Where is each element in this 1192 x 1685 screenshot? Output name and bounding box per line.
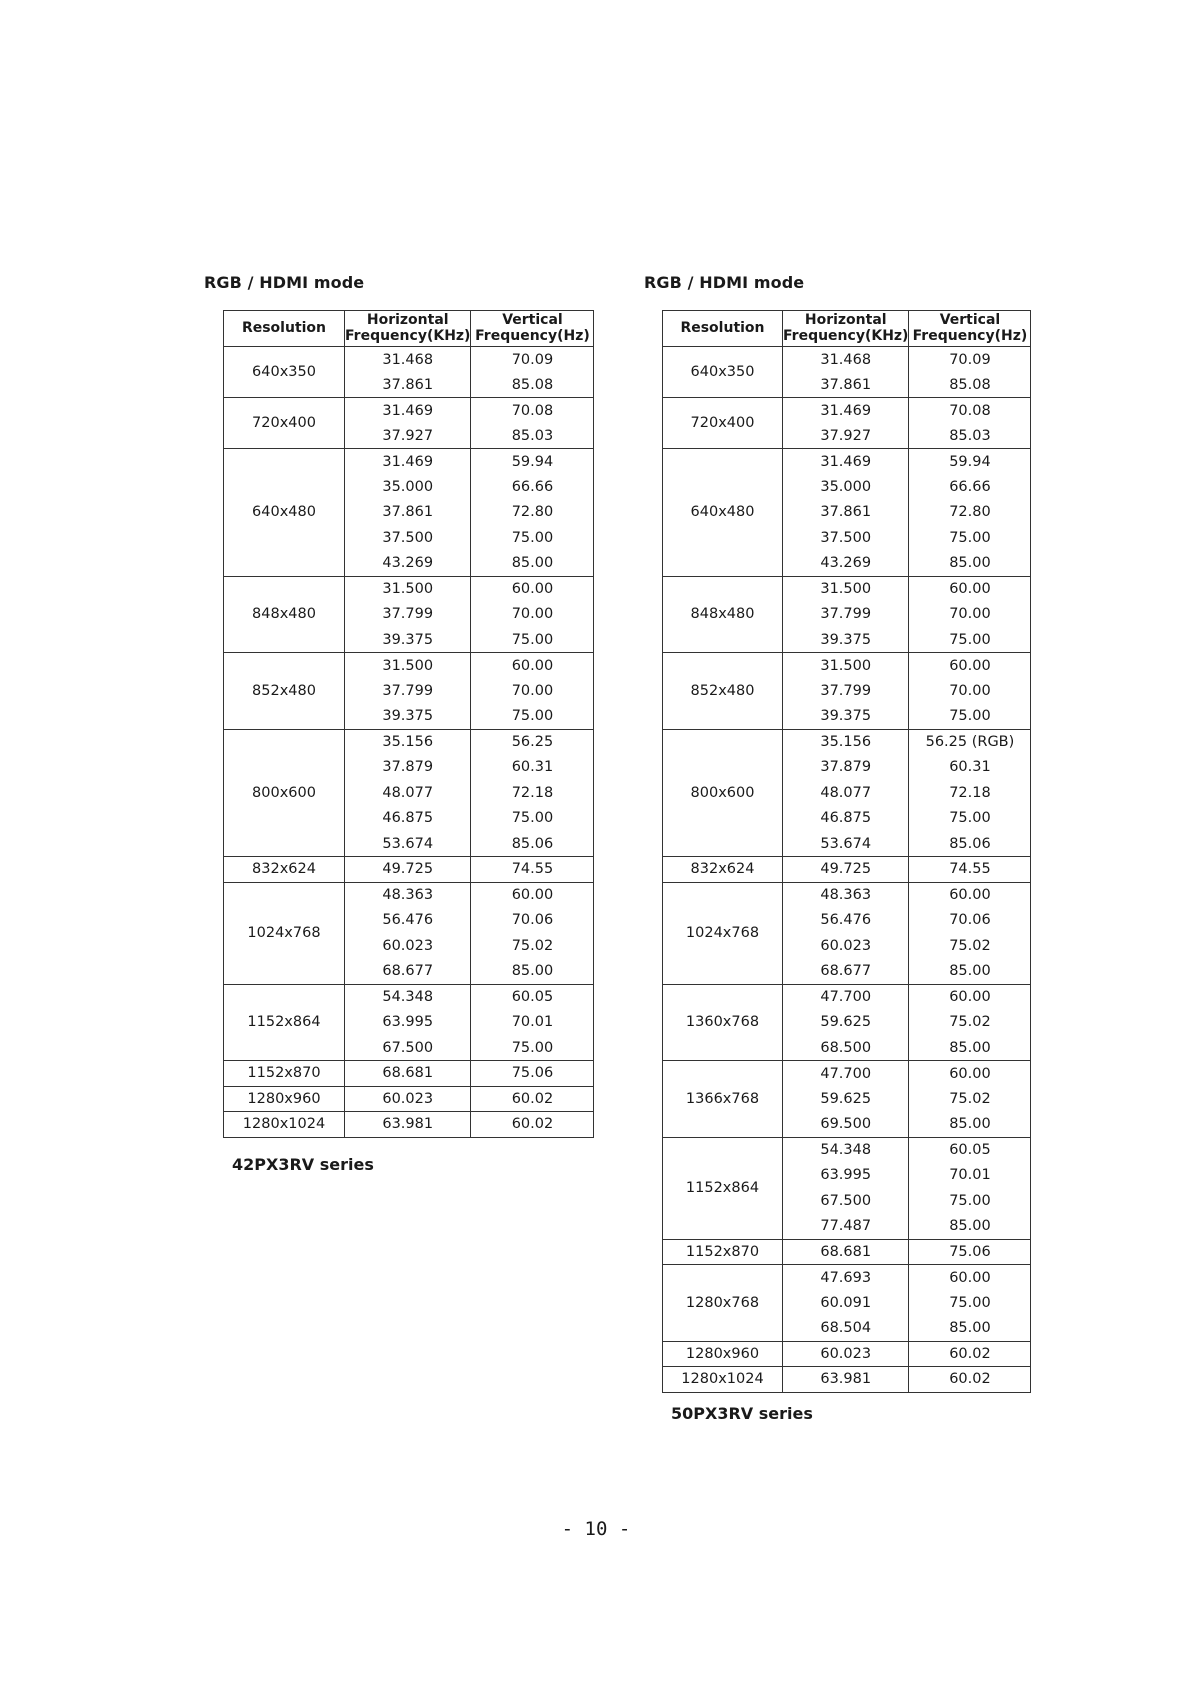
vertical-frequency-cell: 85.06 xyxy=(471,831,594,857)
horizontal-frequency-cell: 60.091 xyxy=(783,1290,909,1316)
horizontal-frequency-cell: 56.476 xyxy=(783,908,909,934)
table-row xyxy=(224,347,594,373)
table-body xyxy=(224,347,594,1138)
table-row xyxy=(224,576,594,602)
resolution-cell: 640x480 xyxy=(224,449,345,577)
horizontal-frequency-cell: 35.000 xyxy=(783,474,909,500)
resolution-cell: 720x400 xyxy=(224,398,345,449)
header-horizontal-frequency: Horizontal Frequency(KHz) xyxy=(345,311,471,347)
horizontal-frequency-cell: 46.875 xyxy=(783,806,909,832)
horizontal-frequency-cell: 37.861 xyxy=(783,500,909,526)
vertical-frequency-cell: 70.08 xyxy=(471,398,594,424)
mode-title-right: RGB / HDMI mode xyxy=(644,273,805,292)
horizontal-frequency-cell: 47.700 xyxy=(783,1061,909,1087)
vertical-frequency-cell: 75.00 xyxy=(471,806,594,832)
resolution-cell: 1280x1024 xyxy=(224,1112,345,1138)
vertical-frequency-cell: 75.02 xyxy=(909,1010,1031,1036)
vertical-frequency-cell: 60.02 xyxy=(471,1112,594,1138)
vertical-frequency-cell: 70.00 xyxy=(909,678,1031,704)
vertical-frequency-cell: 60.02 xyxy=(909,1367,1031,1393)
table-row xyxy=(224,857,594,883)
vertical-frequency-cell: 70.09 xyxy=(471,347,594,373)
table-row xyxy=(663,653,1031,679)
vertical-frequency-cell: 60.00 xyxy=(471,653,594,679)
vertical-frequency-cell: 70.06 xyxy=(471,908,594,934)
vertical-frequency-cell: 85.08 xyxy=(909,372,1031,398)
horizontal-frequency-cell: 48.077 xyxy=(783,780,909,806)
header-vertical-frequency: Vertical Frequency(Hz) xyxy=(909,311,1031,347)
table-row xyxy=(224,729,594,755)
horizontal-frequency-cell: 59.625 xyxy=(783,1010,909,1036)
resolution-cell: 832x624 xyxy=(663,857,783,883)
vertical-frequency-cell: 66.66 xyxy=(909,474,1031,500)
horizontal-frequency-cell: 37.500 xyxy=(345,525,471,551)
horizontal-frequency-cell: 46.875 xyxy=(345,806,471,832)
horizontal-frequency-cell: 77.487 xyxy=(783,1214,909,1240)
vertical-frequency-cell: 70.01 xyxy=(909,1163,1031,1189)
resolution-cell: 852x480 xyxy=(663,653,783,730)
vertical-frequency-cell: 85.08 xyxy=(471,372,594,398)
horizontal-frequency-cell: 47.700 xyxy=(783,984,909,1010)
vertical-frequency-cell: 85.00 xyxy=(909,551,1031,577)
table-row xyxy=(224,398,594,424)
resolution-cell: 848x480 xyxy=(663,576,783,653)
horizontal-frequency-cell: 63.981 xyxy=(783,1367,909,1393)
resolution-cell: 832x624 xyxy=(224,857,345,883)
horizontal-frequency-cell: 53.674 xyxy=(345,831,471,857)
horizontal-frequency-cell: 37.799 xyxy=(783,602,909,628)
resolution-cell: 640x480 xyxy=(663,449,783,577)
table-row xyxy=(224,1061,594,1087)
header-resolution: Resolution xyxy=(663,311,783,347)
horizontal-frequency-cell: 31.500 xyxy=(783,653,909,679)
vertical-frequency-cell: 60.00 xyxy=(909,653,1031,679)
vertical-frequency-cell: 56.25 (RGB) xyxy=(909,729,1031,755)
vertical-frequency-cell: 85.00 xyxy=(909,1035,1031,1061)
vertical-frequency-cell: 60.00 xyxy=(909,882,1031,908)
vertical-frequency-cell: 60.31 xyxy=(471,755,594,781)
table-row xyxy=(663,449,1031,475)
resolution-cell: 800x600 xyxy=(224,729,345,857)
horizontal-frequency-cell: 31.468 xyxy=(783,347,909,373)
vertical-frequency-cell: 60.00 xyxy=(909,1061,1031,1087)
vertical-frequency-cell: 70.01 xyxy=(471,1010,594,1036)
vertical-frequency-cell: 75.00 xyxy=(909,525,1031,551)
horizontal-frequency-cell: 35.156 xyxy=(345,729,471,755)
vertical-frequency-cell: 75.06 xyxy=(909,1239,1031,1265)
vertical-frequency-cell: 75.00 xyxy=(909,1290,1031,1316)
vertical-frequency-cell: 72.18 xyxy=(471,780,594,806)
horizontal-frequency-cell: 37.861 xyxy=(345,372,471,398)
horizontal-frequency-cell: 63.995 xyxy=(345,1010,471,1036)
vertical-frequency-cell: 75.00 xyxy=(471,1035,594,1061)
horizontal-frequency-cell: 67.500 xyxy=(783,1188,909,1214)
table-row xyxy=(224,653,594,679)
resolution-cell: 1152x864 xyxy=(224,984,345,1061)
horizontal-frequency-cell: 31.469 xyxy=(783,398,909,424)
vertical-frequency-cell: 85.06 xyxy=(909,831,1031,857)
vertical-frequency-cell: 60.02 xyxy=(909,1341,1031,1367)
table-row xyxy=(663,882,1031,908)
resolution-cell: 1280x1024 xyxy=(663,1367,783,1393)
horizontal-frequency-cell: 43.269 xyxy=(783,551,909,577)
horizontal-frequency-cell: 31.500 xyxy=(783,576,909,602)
horizontal-frequency-cell: 37.927 xyxy=(345,423,471,449)
series-label-right: 50PX3RV series xyxy=(671,1404,813,1423)
horizontal-frequency-cell: 37.799 xyxy=(783,678,909,704)
horizontal-frequency-cell: 35.156 xyxy=(783,729,909,755)
horizontal-frequency-cell: 56.476 xyxy=(345,908,471,934)
horizontal-frequency-cell: 60.023 xyxy=(783,933,909,959)
header-horizontal-frequency: Horizontal Frequency(KHz) xyxy=(783,311,909,347)
table-row xyxy=(224,1112,594,1138)
resolution-cell: 1280x960 xyxy=(224,1086,345,1112)
table-header-row xyxy=(663,311,1031,347)
horizontal-frequency-cell: 60.023 xyxy=(345,1086,471,1112)
vertical-frequency-cell: 60.00 xyxy=(471,576,594,602)
table-row xyxy=(224,984,594,1010)
horizontal-frequency-cell: 48.077 xyxy=(345,780,471,806)
horizontal-frequency-cell: 68.504 xyxy=(783,1316,909,1342)
horizontal-frequency-cell: 60.023 xyxy=(783,1341,909,1367)
horizontal-frequency-cell: 37.799 xyxy=(345,678,471,704)
horizontal-frequency-cell: 37.879 xyxy=(783,755,909,781)
horizontal-frequency-cell: 35.000 xyxy=(345,474,471,500)
table-row xyxy=(224,882,594,908)
vertical-frequency-cell: 75.00 xyxy=(471,704,594,730)
resolution-cell: 1360x768 xyxy=(663,984,783,1061)
table-row xyxy=(663,398,1031,424)
vertical-frequency-cell: 60.02 xyxy=(471,1086,594,1112)
resolution-cell: 1152x870 xyxy=(663,1239,783,1265)
horizontal-frequency-cell: 68.681 xyxy=(783,1239,909,1265)
horizontal-frequency-cell: 31.468 xyxy=(345,347,471,373)
vertical-frequency-cell: 85.00 xyxy=(909,1316,1031,1342)
horizontal-frequency-cell: 31.500 xyxy=(345,653,471,679)
horizontal-frequency-cell: 37.861 xyxy=(783,372,909,398)
table-row xyxy=(663,1239,1031,1265)
vertical-frequency-cell: 56.25 xyxy=(471,729,594,755)
horizontal-frequency-cell: 48.363 xyxy=(345,882,471,908)
mode-title-left: RGB / HDMI mode xyxy=(204,273,365,292)
vertical-frequency-cell: 70.00 xyxy=(909,602,1031,628)
horizontal-frequency-cell: 47.693 xyxy=(783,1265,909,1291)
table-row xyxy=(663,1061,1031,1087)
horizontal-frequency-cell: 68.681 xyxy=(345,1061,471,1087)
vertical-frequency-cell: 66.66 xyxy=(471,474,594,500)
horizontal-frequency-cell: 60.023 xyxy=(345,933,471,959)
table-row xyxy=(224,1086,594,1112)
horizontal-frequency-cell: 54.348 xyxy=(345,984,471,1010)
vertical-frequency-cell: 72.80 xyxy=(909,500,1031,526)
table-row xyxy=(663,729,1031,755)
horizontal-frequency-cell: 39.375 xyxy=(783,627,909,653)
page-number: - 10 - xyxy=(561,1518,631,1540)
vertical-frequency-cell: 85.00 xyxy=(471,959,594,985)
vertical-frequency-cell: 70.08 xyxy=(909,398,1031,424)
horizontal-frequency-cell: 39.375 xyxy=(783,704,909,730)
horizontal-frequency-cell: 69.500 xyxy=(783,1112,909,1138)
vertical-frequency-cell: 75.02 xyxy=(909,1086,1031,1112)
vertical-frequency-cell: 75.00 xyxy=(471,525,594,551)
vertical-frequency-cell: 70.09 xyxy=(909,347,1031,373)
horizontal-frequency-cell: 63.995 xyxy=(783,1163,909,1189)
table-row xyxy=(663,576,1031,602)
horizontal-frequency-cell: 48.363 xyxy=(783,882,909,908)
vertical-frequency-cell: 59.94 xyxy=(471,449,594,475)
horizontal-frequency-cell: 37.500 xyxy=(783,525,909,551)
table-row xyxy=(224,449,594,475)
horizontal-frequency-cell: 37.861 xyxy=(345,500,471,526)
table-row xyxy=(663,347,1031,373)
vertical-frequency-cell: 60.05 xyxy=(471,984,594,1010)
table-row xyxy=(663,1341,1031,1367)
frequency-table-50px3rv xyxy=(662,310,1031,1393)
vertical-frequency-cell: 74.55 xyxy=(909,857,1031,883)
horizontal-frequency-cell: 63.981 xyxy=(345,1112,471,1138)
series-label-left: 42PX3RV series xyxy=(232,1155,374,1174)
header-vertical-frequency: Vertical Frequency(Hz) xyxy=(471,311,594,347)
vertical-frequency-cell: 59.94 xyxy=(909,449,1031,475)
horizontal-frequency-cell: 68.677 xyxy=(345,959,471,985)
horizontal-frequency-cell: 59.625 xyxy=(783,1086,909,1112)
resolution-cell: 720x400 xyxy=(663,398,783,449)
vertical-frequency-cell: 85.00 xyxy=(909,1112,1031,1138)
resolution-cell: 800x600 xyxy=(663,729,783,857)
frequency-table-42px3rv xyxy=(223,310,594,1138)
horizontal-frequency-cell: 37.927 xyxy=(783,423,909,449)
vertical-frequency-cell: 60.00 xyxy=(471,882,594,908)
horizontal-frequency-cell: 31.469 xyxy=(345,398,471,424)
vertical-frequency-cell: 75.02 xyxy=(471,933,594,959)
resolution-cell: 848x480 xyxy=(224,576,345,653)
vertical-frequency-cell: 72.18 xyxy=(909,780,1031,806)
horizontal-frequency-cell: 68.500 xyxy=(783,1035,909,1061)
horizontal-frequency-cell: 31.469 xyxy=(345,449,471,475)
horizontal-frequency-cell: 39.375 xyxy=(345,627,471,653)
table-row xyxy=(663,857,1031,883)
horizontal-frequency-cell: 53.674 xyxy=(783,831,909,857)
vertical-frequency-cell: 60.00 xyxy=(909,1265,1031,1291)
horizontal-frequency-cell: 37.799 xyxy=(345,602,471,628)
horizontal-frequency-cell: 31.469 xyxy=(783,449,909,475)
table-row xyxy=(663,1367,1031,1393)
resolution-cell: 1024x768 xyxy=(224,882,345,984)
horizontal-frequency-cell: 31.500 xyxy=(345,576,471,602)
table-body xyxy=(663,347,1031,1393)
resolution-cell: 1024x768 xyxy=(663,882,783,984)
vertical-frequency-cell: 85.03 xyxy=(909,423,1031,449)
vertical-frequency-cell: 75.00 xyxy=(909,627,1031,653)
vertical-frequency-cell: 60.00 xyxy=(909,984,1031,1010)
vertical-frequency-cell: 85.00 xyxy=(909,1214,1031,1240)
vertical-frequency-cell: 74.55 xyxy=(471,857,594,883)
horizontal-frequency-cell: 43.269 xyxy=(345,551,471,577)
resolution-cell: 1152x864 xyxy=(663,1137,783,1239)
vertical-frequency-cell: 60.00 xyxy=(909,576,1031,602)
vertical-frequency-cell: 75.00 xyxy=(909,806,1031,832)
resolution-cell: 852x480 xyxy=(224,653,345,730)
resolution-cell: 1152x870 xyxy=(224,1061,345,1087)
horizontal-frequency-cell: 49.725 xyxy=(783,857,909,883)
vertical-frequency-cell: 85.03 xyxy=(471,423,594,449)
horizontal-frequency-cell: 37.879 xyxy=(345,755,471,781)
vertical-frequency-cell: 72.80 xyxy=(471,500,594,526)
vertical-frequency-cell: 70.00 xyxy=(471,602,594,628)
vertical-frequency-cell: 70.00 xyxy=(471,678,594,704)
vertical-frequency-cell: 75.00 xyxy=(909,704,1031,730)
vertical-frequency-cell: 85.00 xyxy=(909,959,1031,985)
vertical-frequency-cell: 75.00 xyxy=(909,1188,1031,1214)
resolution-cell: 640x350 xyxy=(224,347,345,398)
resolution-cell: 1280x960 xyxy=(663,1341,783,1367)
table-row xyxy=(663,1265,1031,1291)
vertical-frequency-cell: 70.06 xyxy=(909,908,1031,934)
horizontal-frequency-cell: 54.348 xyxy=(783,1137,909,1163)
vertical-frequency-cell: 75.02 xyxy=(909,933,1031,959)
vertical-frequency-cell: 85.00 xyxy=(471,551,594,577)
horizontal-frequency-cell: 67.500 xyxy=(345,1035,471,1061)
vertical-frequency-cell: 60.05 xyxy=(909,1137,1031,1163)
vertical-frequency-cell: 75.06 xyxy=(471,1061,594,1087)
table-header-row xyxy=(224,311,594,347)
horizontal-frequency-cell: 68.677 xyxy=(783,959,909,985)
table-row xyxy=(663,1137,1031,1163)
resolution-cell: 1366x768 xyxy=(663,1061,783,1138)
horizontal-frequency-cell: 49.725 xyxy=(345,857,471,883)
resolution-cell: 1280x768 xyxy=(663,1265,783,1342)
horizontal-frequency-cell: 39.375 xyxy=(345,704,471,730)
resolution-cell: 640x350 xyxy=(663,347,783,398)
header-resolution: Resolution xyxy=(224,311,345,347)
vertical-frequency-cell: 75.00 xyxy=(471,627,594,653)
vertical-frequency-cell: 60.31 xyxy=(909,755,1031,781)
table-row xyxy=(663,984,1031,1010)
